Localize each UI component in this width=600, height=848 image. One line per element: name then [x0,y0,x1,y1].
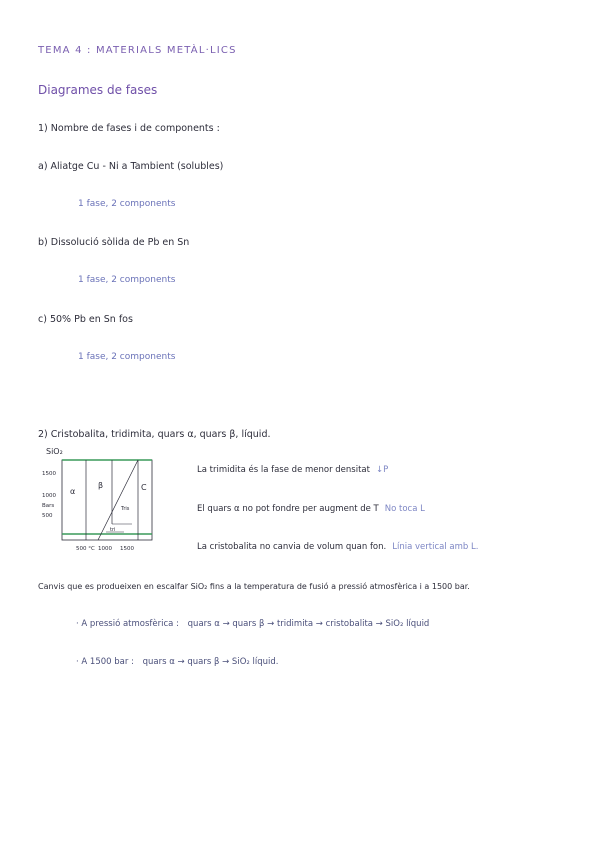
question-1-heading: 1) Nombre de fases i de components : [38,123,220,134]
section-heading: Diagrames de fases [38,83,158,97]
bar1500-line [76,658,278,667]
note-quars-alpha-extra: No toca L [384,504,425,514]
y-tick-1000: 1000 [42,493,56,499]
question-2-heading: 2) Cristobalita, tridimita, quars α, quars β, líquid. [38,429,271,440]
region-tri: tri [110,527,116,533]
note-cristobalita [197,543,478,552]
region-beta: β [98,481,104,490]
x-tick-1000: 1000 [98,546,112,552]
note-cristobalita-extra: Línia vertical amb L. [392,542,479,552]
region-c: C [141,483,147,492]
note-tridimita [197,466,388,475]
atm-pressure-sequence: quars α → quars β → tridimita → cristobalita → SiO₂ líquid [187,619,430,629]
answer-1a: 1 fase, 2 components [78,199,176,209]
note-tridimita-text: La trimidita és la fase de menor densitat [197,465,370,475]
diagram-compound-label: SiO₂ [46,447,63,456]
y-axis-unit: Bars [42,503,55,509]
question-1b: b) Dissolució sòlida de Pb en Sn [38,237,190,248]
region-alpha: α [70,487,76,496]
changes-intro: Canvis que es produeixen en escalfar SiO₂ fins a la temperatura de fusió a pressió atmosfèrica i a 1500 bar. [38,582,470,591]
atm-pressure-label: · A pressió atmosfèrica : [76,619,179,629]
answer-1b: 1 fase, 2 components [78,275,176,285]
note-quars-alpha-text: El quars α no pot fondre per augment de T [197,504,379,514]
answer-1c: 1 fase, 2 components [78,352,176,362]
y-tick-1500: 1500 [42,471,56,477]
note-cristobalita-text: La cristobalita no canvia de volum quan fon. [197,542,387,552]
question-1c: c) 50% Pb en Sn fos [38,314,133,325]
bar1500-label: · A 1500 bar : [76,657,134,667]
page-title: TEMA 4 : MATERIALS METÀL·LICS [38,45,237,56]
sio2-phase-diagram [40,444,165,556]
question-1a: a) Aliatge Cu - Ni a Tambient (solubles) [38,161,224,172]
x-tick-500: 500 °C [76,546,95,552]
bar1500-sequence: quars α → quars β → SiO₂ líquid. [142,657,279,667]
note-tridimita-extra: ↓P [375,465,389,475]
region-tris: Tris [121,506,130,512]
y-tick-500: 500 [42,513,53,519]
note-quars-alpha [197,505,425,514]
x-tick-1500: 1500 [120,546,134,552]
atm-pressure-line [76,620,429,629]
